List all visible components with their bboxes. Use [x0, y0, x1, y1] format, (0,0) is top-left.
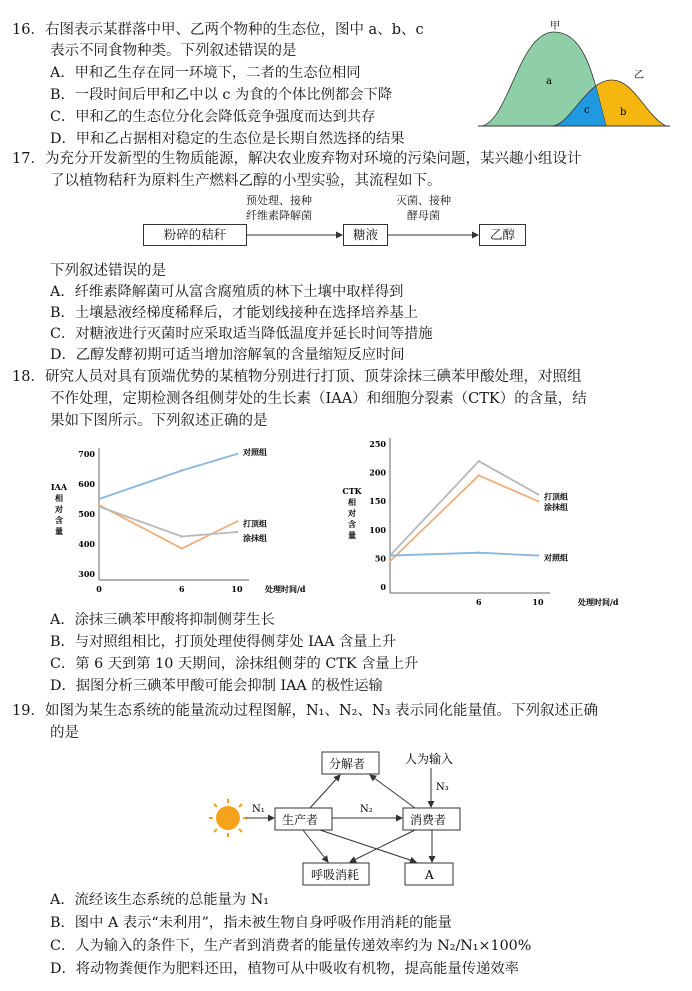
q18-option-b[interactable]: B．与对照组相比，打顶处理使得侧芽处 IAA 含量上升: [50, 634, 397, 650]
iaa-series-0-point: [236, 453, 238, 455]
iaa-xtick-label: 10: [231, 584, 243, 594]
flow-box-sugar: 糖液: [343, 224, 388, 246]
iaa-xlabel: 处理时间/d: [265, 584, 306, 594]
flow-arrow1-bottom-label: 纤维素降解菌: [246, 209, 312, 222]
niche-figure: [474, 20, 674, 132]
label-n2: N₂: [360, 804, 373, 815]
iaa-legend-label: 对照组: [243, 447, 267, 457]
ctk-legend-label: 打顶组: [544, 491, 568, 502]
ctk-series-2-point: [478, 551, 480, 553]
ctk-series-line-1: [390, 475, 538, 561]
q18-stem-line1: 18．研究人员对具有顶端优势的某植物分别进行打顶、顶芽涂抹三碘苯甲酸处理，对照组: [12, 369, 582, 385]
label-decomposer: 分解者: [329, 757, 366, 771]
energy-flow-diagram: [200, 745, 480, 890]
ctk-ytick-label: 150: [369, 496, 386, 507]
label-n1: N₁: [252, 804, 265, 815]
iaa-xtick-label: 0: [96, 584, 102, 594]
ctk-ytick-label: 100: [369, 524, 386, 535]
iaa-chart: [45, 440, 345, 600]
q16-stem-line1: 16．右图表示某群落中甲、乙两个物种的生态位，图中 a、b、c: [12, 22, 424, 38]
ctk-ytick-label: 200: [369, 467, 386, 478]
iaa-series-0-point: [181, 469, 183, 471]
ctk-series-0-point: [537, 493, 539, 495]
iaa-series-0-point: [98, 498, 100, 500]
ctk-ytick-label: 250: [369, 439, 386, 449]
iaa-series-line-0: [99, 454, 237, 499]
q18-option-c[interactable]: C．第 6 天到第 10 天期间，涂抹组侧芽的 CTK 含量上升: [50, 656, 419, 672]
ctk-ytick-label: 50: [374, 553, 386, 564]
ctk-ytick-label: 0: [380, 582, 386, 592]
q17-option-b[interactable]: B．土壤悬液经梯度稀释后，才能划线接种在选择培养基上: [50, 305, 418, 321]
q17-stem-line1: 17．为充分开发新型的生物质能源，解决农业废弃物对环境的污染问题，某兴趣小组设计: [12, 151, 582, 167]
iaa-series-2-point: [181, 535, 183, 537]
ctk-series-0-point: [478, 460, 480, 462]
q19-stem-line1: 19．如图为某生态系统的能量流动过程图解，N₁、N₂、N₃ 表示同化能量值。下列叙述正确: [12, 703, 599, 719]
ctk-legend-label: 涂抹组: [544, 502, 568, 513]
q16-stem-line2: 表示不同食物种类。下列叙述错误的是: [50, 43, 297, 59]
q16-option-b[interactable]: B．一段时间后甲和乙中以 c 为食的个体比例都会下降: [50, 87, 393, 103]
ctk-ylabel: CTK 相对含量: [342, 486, 362, 540]
flow-arrows: [247, 226, 479, 244]
iaa-series-line-1: [99, 505, 237, 549]
q16-option-c[interactable]: C．甲和乙的生态位分化会降低竞争强度而达到共存: [50, 109, 376, 125]
q19-option-c[interactable]: C．人为输入的条件下，生产者到消费者的能量传递效率约为 N₂/N₁×100%: [50, 938, 532, 954]
flow-arrow2-bottom-label: 酵母菌: [407, 209, 440, 222]
q17-option-d[interactable]: D．乙醇发酵初期可适当增加溶解氧的含量缩短反应时间: [50, 347, 405, 363]
label-respiration: 呼吸消耗: [311, 868, 360, 882]
niche-label-a: a: [546, 76, 552, 87]
ctk-series-line-2: [390, 553, 538, 556]
iaa-series-1-point: [181, 547, 183, 549]
q18-option-d[interactable]: D．据图分析三碘苯甲酸可能会抑制 IAA 的极性运输: [50, 678, 383, 694]
ctk-series-1-point: [537, 500, 539, 502]
q18-stem-line2: 不作处理，定期检测各组侧芽处的生长素（IAA）和细胞分裂素（CTK）的含量，结: [50, 391, 587, 407]
niche-label-c: c: [584, 105, 590, 116]
iaa-xtick-label: 6: [179, 584, 185, 594]
q19-option-d[interactable]: D．将动物粪便作为肥料还田，植物可从中吸收有机物，提高能量传递效率: [50, 961, 519, 977]
iaa-legend-label: 打顶组: [243, 518, 267, 529]
ctk-legend-label: 对照组: [544, 552, 568, 563]
ctk-xtick-label: 10: [532, 597, 544, 607]
iaa-ytick-label: 400: [78, 539, 95, 549]
label-consumer: 消费者: [410, 813, 447, 827]
flow-box-ethanol: 乙醇: [479, 224, 526, 246]
flow-box-straw: 粉碎的秸秆: [143, 224, 247, 246]
q17-stem-line2: 了以植物秸秆为原料生产燃料乙醇的小型实验，其流程如下。: [50, 173, 442, 189]
niche-label-yi: 乙: [634, 70, 644, 81]
ctk-series-2-point: [537, 554, 539, 556]
ctk-series-1-point: [389, 560, 391, 562]
q17-lead: 下列叙述错误的是: [50, 263, 166, 279]
iaa-series-2-point: [98, 505, 100, 507]
iaa-ytick-label: 600: [78, 479, 95, 489]
flow-arrow2-top-label: 灭菌、接种: [396, 194, 451, 207]
ctk-series-2-point: [389, 554, 391, 556]
sun-icon: [209, 799, 247, 837]
q19-option-a[interactable]: A．流经该生态系统的总能量为 N₁: [50, 892, 269, 908]
iaa-series-1-point: [236, 520, 238, 522]
ctk-series-1-point: [478, 474, 480, 476]
q19-option-b[interactable]: B．图中 A 表示“未利用”，指未被生物自身呼吸作用消耗的能量: [50, 915, 452, 931]
q19-stem-line2: 的是: [50, 725, 79, 741]
niche-label-b: b: [620, 107, 627, 118]
niche-label-jia: 甲: [550, 21, 560, 32]
iaa-ytick-label: 500: [78, 509, 95, 519]
q18-option-a[interactable]: A．涂抹三碘苯甲酸将抑制侧芽生长: [50, 612, 275, 628]
q16-option-a[interactable]: A．甲和乙生存在同一环境下，二者的生态位相同: [50, 65, 361, 81]
label-input: 人为输入: [405, 752, 454, 766]
label-n3: N₃: [436, 782, 449, 793]
flow-arrow1-top-label: 预处理、接种: [246, 194, 312, 207]
iaa-series-2-point: [236, 531, 238, 533]
ctk-chart: [338, 432, 683, 607]
q18-stem-line3: 果如下图所示。下列叙述正确的是: [50, 413, 268, 429]
label-producer: 生产者: [282, 813, 319, 827]
ctk-series-line-0: [390, 461, 538, 555]
iaa-ylabel: IAA 相对含量: [50, 482, 68, 536]
label-a: A: [425, 868, 434, 882]
iaa-ytick-label: 300: [78, 569, 95, 579]
iaa-ytick-label: 700: [78, 449, 95, 459]
q16-option-d[interactable]: D．甲和乙占据相对稳定的生态位是长期自然选择的结果: [50, 131, 405, 147]
ctk-xtick-label: 6: [476, 597, 482, 607]
q17-option-a[interactable]: A．纤维素降解菌可从富含腐殖质的林下土壤中取样得到: [50, 284, 404, 300]
ctk-xlabel: 处理时间/d: [578, 597, 619, 607]
iaa-legend-label: 涂抹组: [243, 533, 267, 543]
q17-option-c[interactable]: C．对糖液进行灭菌时应采取适当降低温度并延长时间等措施: [50, 326, 433, 342]
